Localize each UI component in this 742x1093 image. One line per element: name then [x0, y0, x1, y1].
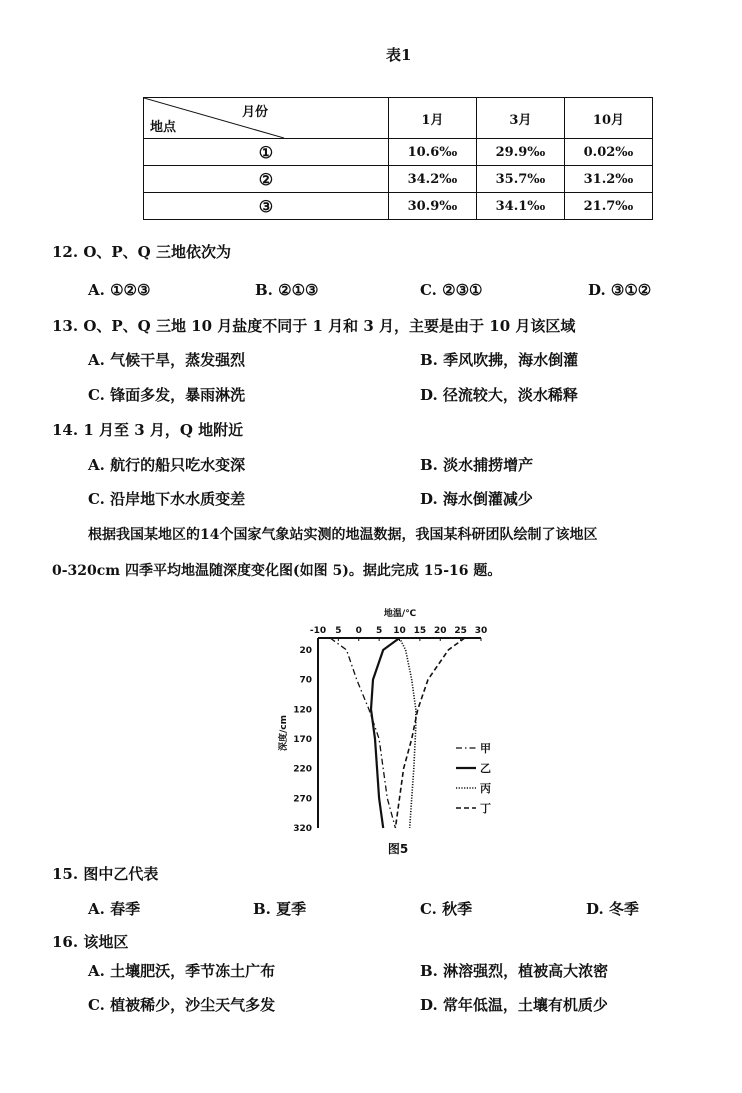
x-tick-label: 20 [433, 626, 447, 636]
table-row [144, 193, 653, 220]
site-cell: ③ [144, 193, 389, 220]
option-b: B. 夏季 [253, 900, 307, 918]
option-d: D. 常年低温，土壤有机质少 [420, 996, 608, 1014]
series-line-丁 [395, 638, 464, 828]
x-tick-label: 25 [454, 626, 467, 636]
x-tick-label: 5 [335, 626, 342, 636]
table-corner [144, 98, 389, 139]
x-tick-label: 10 [393, 626, 406, 636]
option-d: D. 海水倒灌减少 [420, 490, 533, 508]
option-a: A. 土壤肥沃，季节冻土广布 [88, 962, 276, 980]
y-tick-label: 320 [293, 824, 312, 834]
column-header: 1月 [388, 98, 476, 139]
table-cell: 30.9‰ [388, 193, 476, 220]
x-tick-label: 30 [474, 626, 488, 636]
column-header: 10月 [564, 98, 652, 139]
x-axis-title: 地温/℃ [383, 609, 417, 619]
corner-site: 地点 [150, 120, 177, 135]
x-tick-label: 5 [375, 626, 383, 636]
legend-label: 丙 [480, 782, 491, 795]
table-cell: 31.2‰ [564, 166, 652, 193]
option-d: D. ③①② [588, 281, 652, 299]
legend-label: 乙 [480, 762, 491, 775]
corner-month: 月份 [241, 105, 268, 120]
series-line-甲 [330, 638, 395, 828]
x-tick-label: 15 [413, 626, 427, 636]
table-cell: 29.9‰ [476, 139, 564, 166]
option-a: A. ①②③ [88, 281, 151, 299]
option-a: A. 航行的船只吃水变深 [88, 456, 246, 474]
passage-line: 根据我国某地区的14个国家气象站实测的地温数据，我国某科研团队绘制了该地区 [88, 527, 598, 543]
y-tick-label: 270 [293, 794, 312, 805]
option-b: B. 季风吹拂，海水倒灌 [420, 351, 579, 369]
x-tick-label: -10 [309, 626, 327, 636]
y-tick-label: 170 [293, 734, 312, 745]
table-cell: 21.7‰ [564, 193, 652, 220]
option-c: C. 秋季 [420, 900, 473, 918]
legend-label: 甲 [480, 742, 491, 755]
y-tick-label: 20 [299, 645, 312, 656]
table-row [144, 139, 653, 166]
site-cell: ① [144, 139, 389, 166]
option-b: B. 淋溶强烈，植被高大浓密 [420, 962, 609, 980]
y-axis-title: 深度/cm [279, 714, 289, 752]
x-tick-label: 0 [355, 626, 362, 636]
column-header: 3月 [476, 98, 564, 139]
question-12: 12. O、P、Q 三地依次为 [52, 243, 231, 261]
table-row [144, 166, 653, 193]
figure-caption: 图5 [387, 842, 409, 856]
table-title: 表1 [386, 46, 412, 64]
salinity-table [143, 97, 653, 220]
passage-line: 0-320cm 四季平均地温随深度变化图(如图 5)。据此完成 15-16 题。 [52, 563, 502, 579]
y-tick-label: 70 [299, 675, 312, 686]
question-13: 13. O、P、Q 三地 10 月盐度不同于 1 月和 3 月，主要是由于 10 月该区域 [52, 317, 576, 335]
site-cell: ② [144, 166, 389, 193]
option-c: C. 沿岸地下水水质变差 [88, 490, 246, 508]
option-b: B. ②①③ [255, 281, 319, 299]
table-cell: 10.6‰ [388, 139, 476, 166]
option-c: C. 锋面多发，暴雨淋洗 [88, 386, 246, 404]
option-b: B. 淡水捕捞增产 [420, 456, 534, 474]
option-a: A. 春季 [88, 900, 141, 918]
series-line-乙 [371, 638, 400, 828]
table-cell: 0.02‰ [564, 139, 652, 166]
question-14: 14. 1 月至 3 月，Q 地附近 [52, 421, 244, 439]
question-16: 16. 该地区 [52, 933, 129, 951]
series-line-丙 [400, 638, 416, 828]
option-c: C. 植被稀少，沙尘天气多发 [88, 996, 276, 1014]
option-a: A. 气候干旱，蒸发强烈 [88, 351, 246, 369]
question-15: 15. 图中乙代表 [52, 865, 159, 883]
option-c: C. ②③① [420, 281, 483, 299]
ground-temperature-chart [270, 600, 510, 860]
y-tick-label: 120 [293, 705, 312, 716]
option-d: D. 冬季 [586, 900, 639, 918]
table-cell: 34.2‰ [388, 166, 476, 193]
table-cell: 34.1‰ [476, 193, 564, 220]
legend-label: 丁 [480, 802, 491, 815]
option-d: D. 径流较大，淡水稀释 [420, 386, 578, 404]
table-cell: 35.7‰ [476, 166, 564, 193]
y-tick-label: 220 [293, 764, 312, 775]
